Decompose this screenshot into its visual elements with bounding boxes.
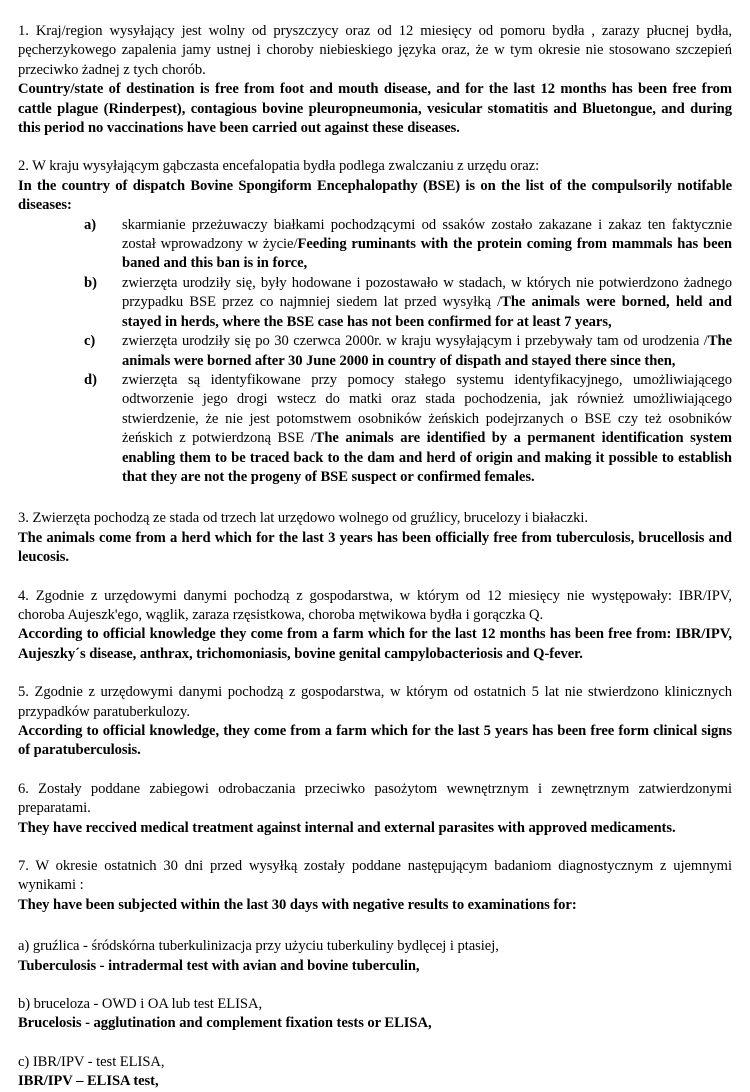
test-item-b xyxy=(18,995,732,1034)
section-3 xyxy=(18,509,732,567)
spacer xyxy=(18,568,732,587)
section-4-polish: 4. Zgodnie z urzędowymi danymi pochodzą z gospodarstwa, w którym od 12 miesięcy nie występowały: IBR/IPV, choroba Aujeszk'ego, wąglik, zaraza rzęsistkowa, choroba mętwikowa bydła i gorączka Q. xyxy=(18,587,732,623)
sublist-marker-b: b) xyxy=(84,274,97,291)
section-7-polish: 7. W okresie ostatnich 30 dni przed wysyłką zostały poddane następującym badaniom diagnostycznym z ujemnymi wynikami : xyxy=(18,858,732,894)
spacer xyxy=(18,915,732,937)
section-2 xyxy=(18,157,732,487)
section-7 xyxy=(18,857,732,915)
sublist-item-c-english: The animals were borned after 30 June 2000 in country of dispath and stayed there since then, xyxy=(122,333,732,369)
spacer xyxy=(18,1034,732,1053)
sublist-item-d xyxy=(18,371,732,487)
spacer xyxy=(18,487,732,509)
sublist-marker-d: d) xyxy=(84,371,97,388)
test-item-a-english: Tuberculosis - intradermal test with avian and bovine tuberculin, xyxy=(18,957,420,974)
spacer xyxy=(18,838,732,857)
sublist-marker-a: a) xyxy=(84,216,97,233)
section-7-english: They have been subjected within the last 30 days with negative results to examinations for: xyxy=(18,896,577,913)
spacer xyxy=(18,138,732,157)
spacer xyxy=(18,664,732,683)
sublist-item-b-polish: zwierzęta urodziły się, były hodowane i pozostawało w stadach, w których nie potwierdzono żadnego przypadku BSE przez co najmniej siedem lat przed wysyłką / xyxy=(122,274,732,311)
test-item-c xyxy=(18,1053,732,1092)
test-item-b-english: Brucelosis - agglutination and complement fixation tests or ELISA, xyxy=(18,1015,432,1032)
test-item-a xyxy=(18,937,732,976)
sublist-item-c xyxy=(18,332,732,371)
section-3-english: The animals come from a herd which for the last 3 years has been officially free from tuberculosis, brucellosis and leucosis. xyxy=(18,529,732,566)
sublist-item-a-polish: skarmianie przeżuwaczy białkami pochodzącymi od ssaków zostało zakazane i zakaz ten faktycznie został wprowadzony w życie/ xyxy=(122,216,732,253)
section-3-polish: 3. Zwierzęta pochodzą ze stada od trzech lat urzędowo wolnego od gruźlicy, brucelozy i białaczki. xyxy=(18,510,589,527)
section-4-english: According to official knowledge they come from a farm which for the last 12 months has been free from: IBR/IPV, Aujeszky´s disease, anthrax, trichomoniasis, bovine genital campylobacteriosis and Q-fever. xyxy=(18,626,732,662)
section-1 xyxy=(18,22,732,138)
sublist-item-b xyxy=(18,274,732,332)
test-item-a-polish: a) gruźlica - śródskórna tuberkulinizacja przy użyciu tuberkuliny bydlęcej i ptasiej, xyxy=(18,938,499,955)
spacer xyxy=(18,761,732,780)
section-6-polish: 6. Zostały poddane zabiegowi odrobaczania przeciwko pasożytom wewnętrznym i zewnętrznym zatwierdzonymi preparatami. xyxy=(18,780,732,817)
section-2-polish: 2. W kraju wysyłającym gąbczasta encefalopatia bydła podlega zwalczaniu z urzędu oraz: xyxy=(18,158,540,175)
sublist-item-a xyxy=(18,216,732,274)
section-5-polish: 5. Zgodnie z urzędowymi danymi pochodzą z gospodarstwa, w którym od ostatnich 5 lat nie stwierdzono klinicznych przypadków paratuberkulozy. xyxy=(18,684,732,720)
section-1-polish: 1. Kraj/region wysyłający jest wolny od pryszczycy oraz od 12 miesięcy od pomoru bydła , zarazy płucnej bydła, pęcherzykowego zapalenia jamy ustnej i choroby niebieskiego języka oraz, że w tym okresie nie stosowano szczepień przeciwko żadnej z tych chorób. xyxy=(18,23,732,78)
section-6-english: They have reccived medical treatment against internal and external parasites with approved medicaments. xyxy=(18,819,676,836)
section-2-english: In the country of dispatch Bovine Spongiform Encephalopathy (BSE) is on the list of the compulsorily notifable diseases: xyxy=(18,177,732,214)
section-5 xyxy=(18,683,732,761)
test-item-c-polish: c) IBR/IPV - test ELISA, xyxy=(18,1053,165,1070)
sublist-item-d-polish: zwierzęta są identyfikowane przy pomocy stałego systemu identyfikacyjnego, umożliwiającego odtworzenie jego drogi wstecz do matki oraz stada pochodzenia, jak również umożliwiającego stwierdzenie, że nie jest potomstwem osobników żeńskich podejrzanych o BSE czy też osobników żeńskich z potwierdzoną BSE / xyxy=(122,371,732,447)
section-2-sublist xyxy=(18,216,732,488)
section-4 xyxy=(18,587,732,665)
section-1-english: Country/state of destination is free from foot and mouth disease, and for the last 12 months has been free from cattle plague (Rinderpest), contagious bovine pleuropneumonia, vesicular stomatitis and Bluetongue, and during this period no vaccinations have been carried out against these diseases. xyxy=(18,81,732,137)
section-5-english: According to official knowledge, they come from a farm which for the last 5 years has been free form clinical signs of paratuberculosis. xyxy=(18,723,732,759)
test-item-c-english: IBR/IPV – ELISA test, xyxy=(18,1073,159,1090)
sublist-marker-c: c) xyxy=(84,333,96,350)
sublist-item-c-polish: zwierzęta urodziły się po 30 czerwca 2000r. w kraju wysyłającym i przebywały tam od urodzenia / xyxy=(122,333,708,350)
sublist-item-a-english: Feeding ruminants with the protein coming from mammals has been baned and this ban is in force, xyxy=(122,236,732,272)
spacer xyxy=(18,976,732,995)
sublist-item-b-english: The animals were borned, held and stayed in herds, where the BSE case has not been confirmed for at least 7 years, xyxy=(122,294,732,330)
section-6 xyxy=(18,780,732,838)
test-item-b-polish: b) bruceloza - OWD i OA lub test ELISA, xyxy=(18,996,263,1013)
sublist-item-d-english: The animals are identified by a permanent identification system enabling them to be traced back to the dam and herd of origin and making it possible to establish that they are not the progeny of BSE suspect or confirmed females. xyxy=(122,430,732,485)
